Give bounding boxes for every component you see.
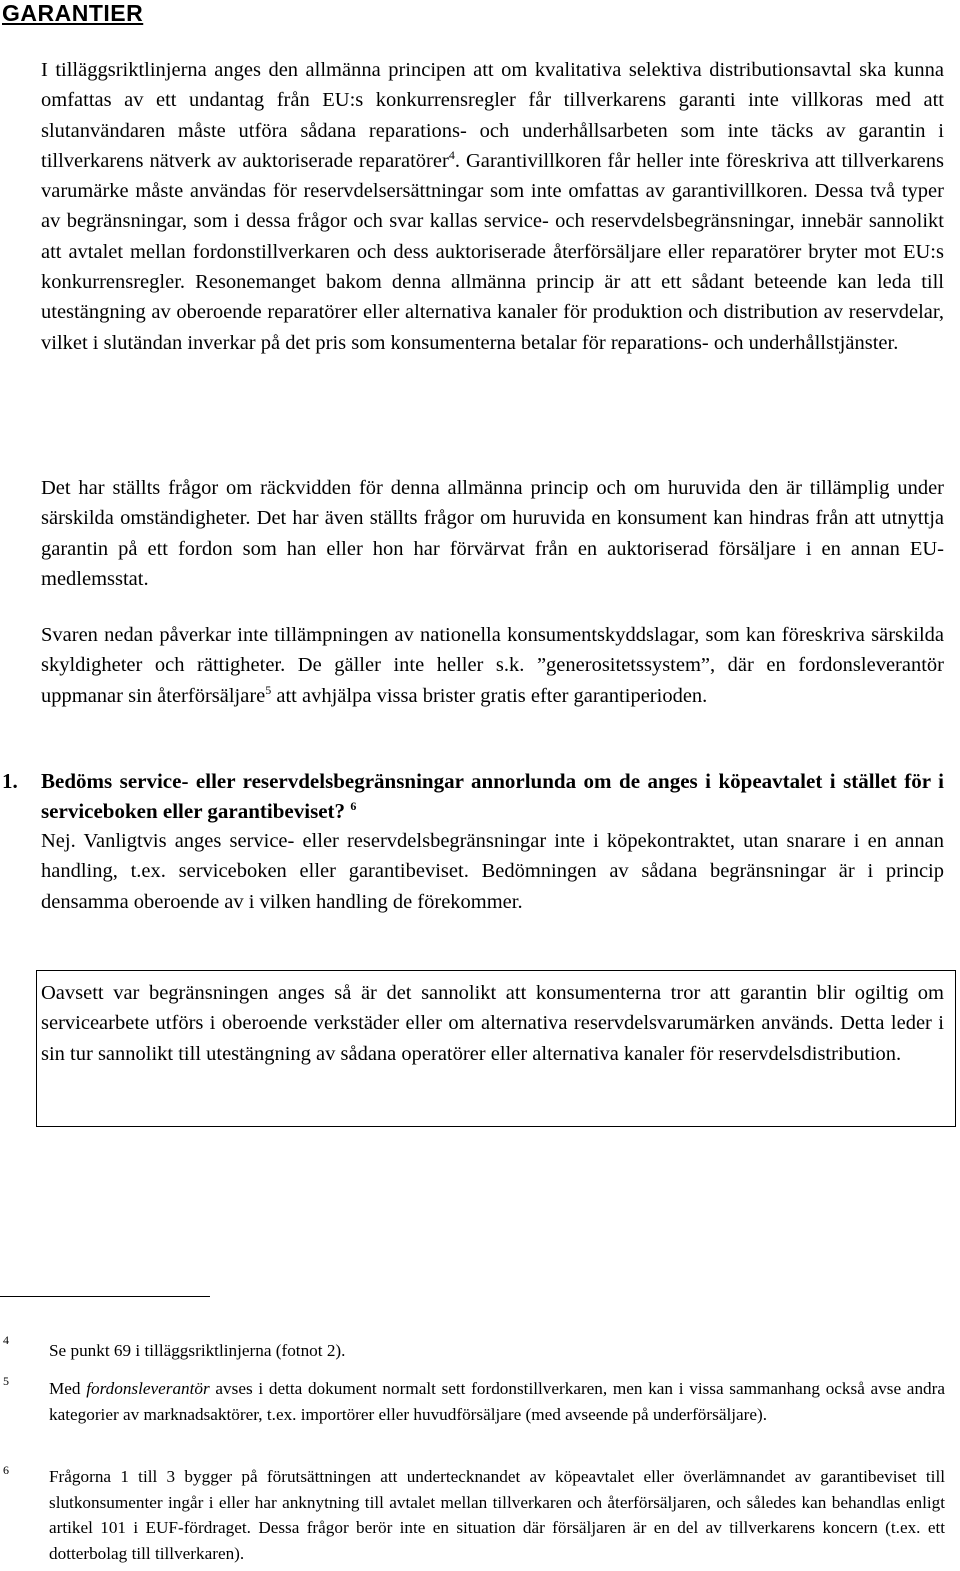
footnote-number: 4: [3, 1333, 9, 1347]
intro-paragraph: [41, 55, 944, 358]
footnote-text-post: avses i detta dokument normalt sett fordonstillverkaren, men kan i vissa sammanhang också avse andra kategorier av marknadsaktörer, t.ex. importörer eller huvudförsäljare (med avseende på underförsäljare).: [49, 1379, 945, 1424]
footnote-text: Se punkt 69 i tilläggsriktlinjerna (fotnot 2).: [49, 1341, 346, 1360]
footnote-ref-5[interactable]: 5: [265, 682, 272, 697]
footnote-number: 6: [3, 1463, 9, 1477]
footnote-text-pre: Med: [49, 1379, 87, 1398]
footnote-ref-4[interactable]: 4: [448, 148, 455, 163]
footnote-ref-6[interactable]: 6: [350, 799, 357, 813]
question-text: [41, 766, 944, 826]
limitation-paragraph: [41, 620, 944, 711]
footnote-divider: [0, 1296, 210, 1297]
scope-paragraph: Det har ställts frågor om räckvidden för denna allmänna princip och om huruvida den är tillämplig under särskilda omständigheter. Det har även ställts frågor om huruvida en konsument kan hindras från att utnyttja garantin på ett fordon som han eller hon har förvärvat från en auktoriserad försäljare i en annan EU-medlemsstat.: [41, 477, 944, 590]
intro-text-part1: I tilläggsriktlinjerna anges den allmänna principen att om kvalitativa selektiva distributionsavtal ska kunna omfattas av ett undantag från EU:s konkurrensregler får tillverkarens garanti inte villkoras med att slutanvändaren måste utföra sådana reparations- och underhållsarbeten som inte täcks av garantin i tillverkarens nätverk av auktoriserade reparatörer: [41, 59, 944, 172]
answer-paragraph: Nej. Vanligtvis anges service- eller reservdelsbegränsningar inte i köpekontraktet, utan snarare i en annan handling, t.ex. serviceboken eller garantibeviset. Bedömningen av sådana begränsningar är i princip densamma oberoende av i vilken handling de förekommer.: [41, 830, 944, 913]
intro-text-part2: . Garantivillkoren får heller inte föreskriva att tillverkarens varumärke måste användas för reservdelsersättningar som inte omfattas av garantivillkoren. Dessa två typer av begränsningar, som i dessa frågor och svar kallas service- och reservdelsbegränsningar, innebär sannolikt att avtalet mellan fordonstillverkaren och dess auktoriserade återförsäljare eller reparatörer bryter mot EU:s konkurrensregler. Resonemanget bakom denna allmänna princip är att ett sådant beteende kan leda till utestängning av oberoende reparatörer eller alternativa kanaler för produktion och distribution av reservdelar, vilket i slutändan inverkar på det pris som konsumenterna betalar för reparations- och underhållstjänster.: [41, 149, 944, 354]
question-body: Bedöms service- eller reservdelsbegränsningar annorlunda om de anges i köpeavtalet i stället för i serviceboken eller garantibeviset?: [41, 769, 944, 823]
footnote-text: Frågorna 1 till 3 bygger på förutsättningen att undertecknandet av köpeavtalet eller överlämnandet av garantibeviset till slutkonsumenter ingår i eller har anknytning till avtalet mellan tillverkaren och återförsäljaren, och således kan behandlas enligt artikel 101 i EUF-fördraget. Dessa frågor berör inte en situation där försäljaren är en del av tillverkarens koncern (t.ex. ett dotterbolag till tillverkaren).: [49, 1467, 945, 1563]
limitation-text-part1: Svaren nedan påverkar inte tillämpningen av nationella konsumentskyddslagar, som kan föreskriva särskilda skyldigheter och rättigheter. De gäller inte heller s.k. ”generositetssystem”, där en fordonsleverantör uppmanar sin återförsäljare: [41, 624, 944, 707]
summary-box-text: Oavsett var begränsningen anges så är det sannolikt att konsumenterna tror att garantin blir ogiltig om servicearbete utförs i oberoende verkstäder eller om alternativa reservdelsvarumärken används. Detta leder i sin tur sannolikt till utestängning av sådana operatörer eller alternativa kanaler för reservdelsdistribution.: [41, 982, 944, 1065]
section-heading: GARANTIER: [2, 0, 144, 26]
question-number: 1.: [2, 769, 18, 793]
footnote-term: fordonsleverantör: [86, 1379, 210, 1398]
footnote-text: [49, 1376, 945, 1427]
limitation-text-part2: att avhjälpa vissa brister gratis efter garantiperioden.: [271, 684, 708, 707]
footnote-number: 5: [3, 1374, 9, 1388]
